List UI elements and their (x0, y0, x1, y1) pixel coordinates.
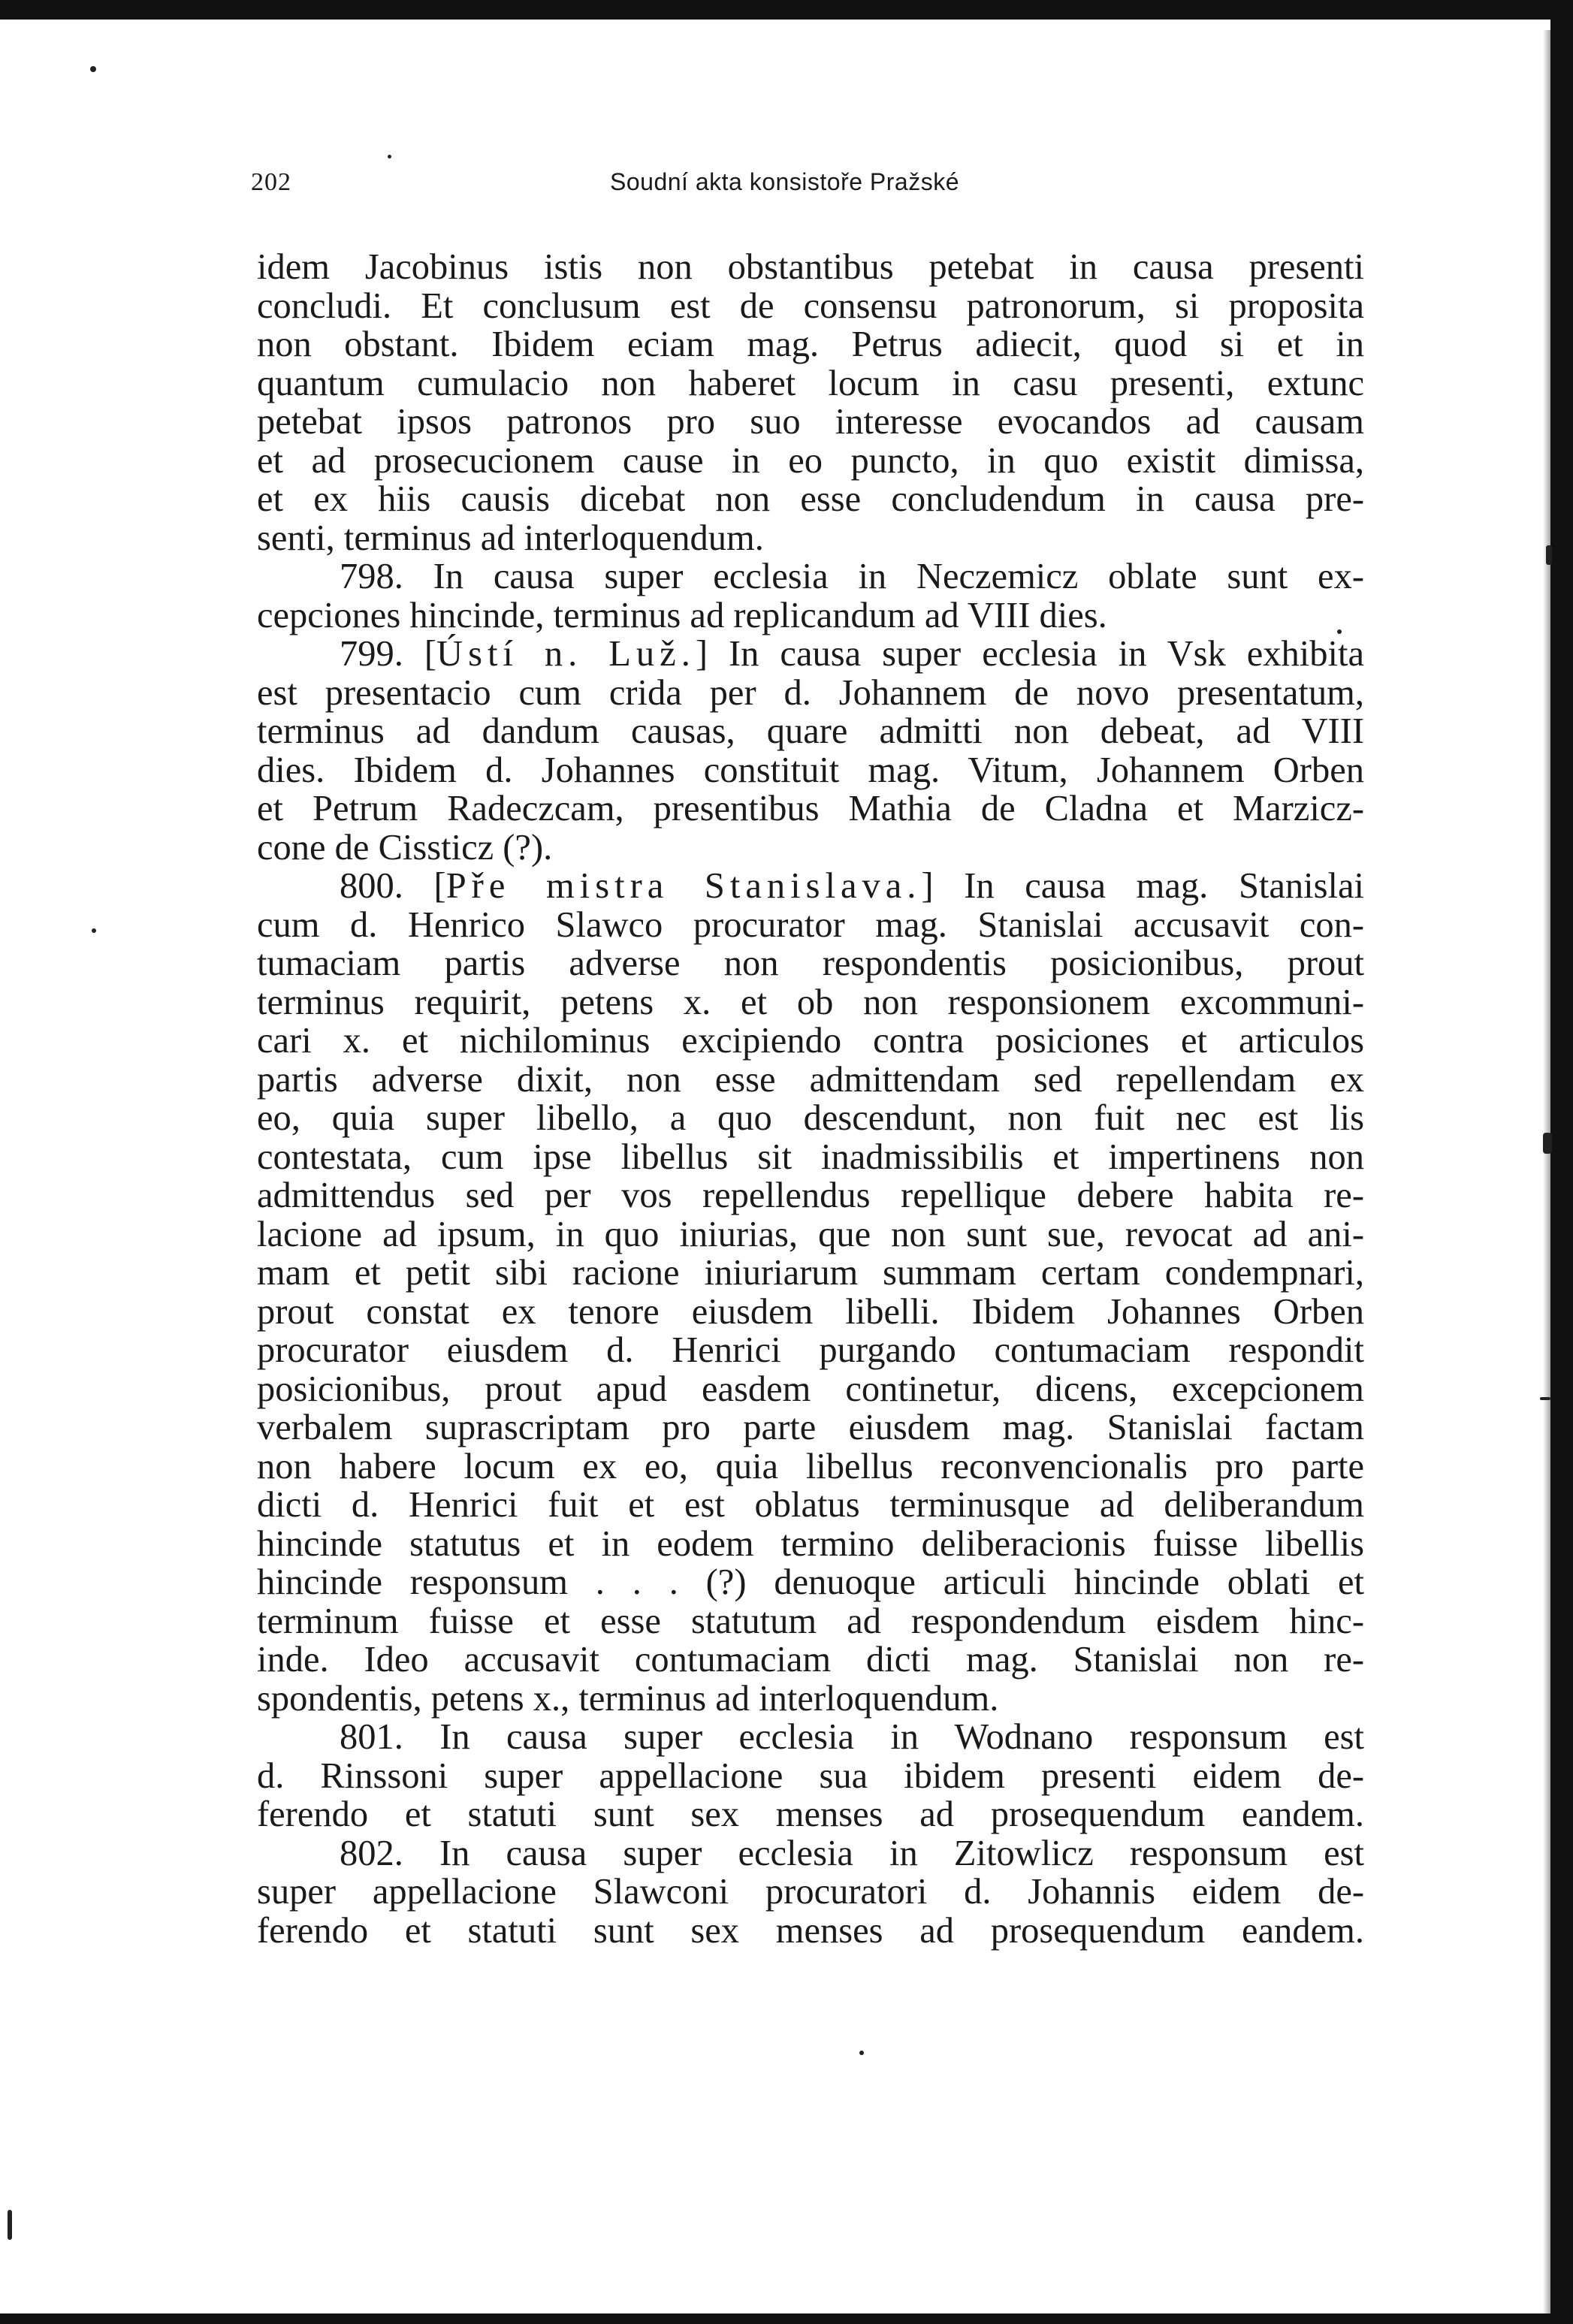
text-line: petebat ipsos patronos pro suo interesse evocandos ad causam (257, 402, 1364, 442)
text-line: d. Rinssoni super appellacione sua ibidem presenti eidem de- (257, 1755, 1364, 1796)
scan-speck (388, 155, 391, 158)
text-line: est presentacio cum crida per d. Johannem de novo presentatum, (257, 672, 1364, 713)
text-line: non obstant. Ibidem eciam mag. Petrus adiecit, quod si et in (257, 324, 1364, 364)
text-line: posicionibus, prout apud easdem continetur, dicens, excepcionem (257, 1369, 1364, 1409)
text-line: procurator eiusdem d. Henrici purgando contumaciam respondit (257, 1330, 1364, 1370)
scan-speck (1543, 1133, 1552, 1154)
text-line: admittendus sed per vos repellendus repellique debere habita re- (257, 1176, 1364, 1215)
text-line: quantum cumulacio non haberet locum in casu presenti, extunc (257, 363, 1364, 403)
text-line: cum d. Henrico Slawco procurator mag. Stanislai accusavit con- (257, 904, 1364, 945)
text-line: terminum fuisse et esse statutum ad respondendum eisdem hinc- (257, 1601, 1364, 1641)
entry-text: In causa mag. Stanislai (964, 866, 1364, 906)
text-line: senti, terminus ad interloquendum. (257, 518, 764, 558)
entry-800-line: 800. [Pře mistra Stanislava.] In causa mag. Stanislai (340, 866, 1364, 906)
text-line: idem Jacobinus istis non obstantibus petebat in causa presenti (257, 247, 1364, 287)
entry-text: In causa super ecclesia in Vsk exhibita (729, 634, 1364, 674)
scan-speck (859, 2051, 864, 2055)
running-title: Soudní akta konsistoře Pražské (610, 168, 960, 195)
place-heading: Pře mistra Stanislava. (445, 866, 922, 906)
page-header (251, 168, 1032, 206)
page-edge-shadow (1543, 30, 1550, 2313)
text-line: partis adverse dixit, non esse admittendam sed repellendam ex (257, 1059, 1364, 1100)
text-line: cari x. et nichilominus excipiendo contra posiciones et articulos (257, 1021, 1364, 1061)
entry-801-line: 801. In causa super ecclesia in Wodnano responsum est (340, 1717, 1364, 1757)
page-number: 202 (251, 168, 291, 196)
text-line: mam et petit sibi racione iniuriarum summam certam condempnari, (257, 1253, 1364, 1293)
place-heading: Ústí n. Luž. (436, 634, 696, 674)
entry-number: 800. (340, 866, 403, 906)
scan-speck (92, 928, 96, 933)
text-line: spondentis, petens x., terminus ad interloquendum. (257, 1678, 999, 1719)
entry-799-line: 799. [Ústí n. Luž.] In causa super ecclesia in Vsk exhibita (340, 634, 1364, 674)
text-line: et ex hiis causis dicebat non esse concludendum in causa pre- (257, 479, 1364, 519)
text-line: et Petrum Radeczcam, presentibus Mathia de Cladna et Marzicz- (257, 789, 1364, 828)
text-line: inde. Ideo accusavit contumaciam dicti mag. Stanislai non re- (257, 1640, 1364, 1680)
text-line: dicti d. Henrici fuit et est oblatus terminusque ad deliberandum (257, 1485, 1364, 1525)
text-line: ferendo et statuti sunt sex menses ad prosequendum eandem. (257, 1910, 1364, 1951)
text-line: verbalem suprascriptam pro parte eiusdem mag. Stanislai factam (257, 1408, 1364, 1447)
scan-speck (90, 66, 96, 72)
text-line: ferendo et statuti sunt sex menses ad prosequendum eandem. (257, 1794, 1364, 1834)
text-line: terminus requirit, petens x. et ob non responsionem excommuni- (257, 982, 1364, 1022)
text-line: terminus ad dandum causas, quare admitti non debeat, ad VIII (257, 711, 1364, 751)
text-line: eo, quia super libello, a quo descendunt, non fuit nec est lis (257, 1098, 1364, 1138)
text-line: prout constat ex tenore eiusdem libelli. Ibidem Johannes Orben (257, 1291, 1364, 1332)
entry-798-line: 798. In causa super ecclesia in Neczemicz oblate sunt ex- (340, 557, 1364, 596)
text-line: dies. Ibidem d. Johannes constituit mag. Vitum, Johannem Orben (257, 750, 1364, 790)
text-line: tumaciam partis adverse non respondentis posicionibus, prout (257, 943, 1364, 983)
text-line: concludi. Et conclusum est de consensu patronorum, si proposita (257, 285, 1364, 326)
text-line: super appellacione Slawconi procuratori d. Johannis eidem de- (257, 1872, 1364, 1912)
text-line: contestata, cum ipse libellus sit inadmissibilis et impertinens non (257, 1136, 1364, 1177)
scan-speck (1546, 545, 1552, 565)
text-line: non habere locum ex eo, quia libellus reconvencionalis pro parte (257, 1446, 1364, 1486)
entry-802-line: 802. In causa super ecclesia in Zitowlicz responsum est (340, 1833, 1364, 1873)
text-line: lacione ad ipsum, in quo iniurias, que non sunt sue, revocat ad ani- (257, 1214, 1364, 1254)
text-line: hincinde responsum . . . (?) denuoque articuli hincinde oblati et (257, 1562, 1364, 1602)
scan-speck (1337, 629, 1342, 634)
body-text (257, 248, 1364, 1950)
text-line: hincinde statutus et in eodem termino deliberacionis fuisse libellis (257, 1523, 1364, 1564)
text-line: et ad prosecucionem cause in eo puncto, in quo existit dimissa, (257, 440, 1364, 481)
text-line: cepciones hincinde, terminus ad replicandum ad VIII dies. (257, 595, 1107, 635)
scan-speck (1540, 1397, 1550, 1400)
scan-speck (8, 2210, 12, 2240)
entry-number: 799. (340, 634, 403, 674)
text-line: cone de Cissticz (?). (257, 827, 553, 868)
